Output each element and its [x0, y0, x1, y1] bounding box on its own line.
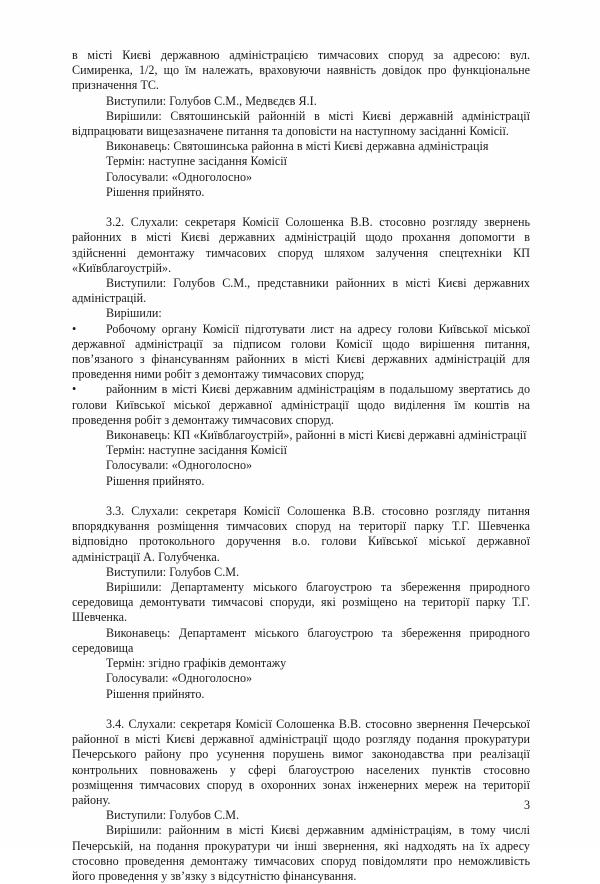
bullet-text: Робочому органу Комісії підготувати лист на адресу голови Київської міської державної адміністрації за підписом голови Комісії щодо вирішення питання, пов’язаного з фінансуванням районних в місті Києві державних адміністрацій для проведення ними робіт з демонтажу тимчасових споруд;: [72, 321, 530, 382]
section-gap: [72, 200, 530, 215]
paragraph-speakers-3-2: Виступили: Голубов С.М., представники районних в місті Києві державних адміністрацій.: [72, 276, 530, 306]
paragraph-executor-3-2: Виконавець: КП «Київблагоустрій», районні в місті Києві державні адміністрації: [106, 428, 527, 443]
paragraph-speakers-3-1: Виступили: Голубов С.М., Медвєдєв Я.І.: [106, 93, 317, 108]
paragraph-vote-3-1: Голосували: «Одноголосно»: [106, 169, 253, 184]
paragraph-executor-3-3: Виконавець: Департамент міського благоустрою та збереження природного середовища: [72, 625, 530, 655]
bullet-item-3-2-b: [72, 382, 530, 428]
paragraph-item-3-4-heard: 3.4. Слухали: секретаря Комісії Солошенка В.В. стосовно звернення Печерської районної в місті Києві державної адміністрації щодо розгляду подання прокуратури Печерського району про усунення порушень вимог законодавства при реалізації контрольних повноважень у сфері благоустрою населених пунктів стосовно розміщення тимчасових споруд в охоронних зонах інженерних мереж на території району.: [72, 716, 530, 807]
bullet-text: районним в місті Києві державним адміністраціям в подальшому звертатись до голови Київської міської державної адміністрації щодо виділення їм коштів на проведення робіт з демонтажу тимчасових споруд.: [72, 382, 530, 427]
paragraph-continuation: в місті Києві державною адміністрацією тимчасових споруд за адресою: вул. Симиренка, 1/2, що їм належать, враховуючи наявність довідок про функціональне призначення ТС.: [72, 48, 530, 93]
bullet-marker-icon: •: [72, 321, 77, 336]
paragraph-speakers-3-3: Виступили: Голубов С.М.: [106, 564, 240, 579]
paragraph-item-3-3-heard: 3.3. Слухали: секретаря Комісії Солошенка В.В. стосовно розгляду питання впорядкування розміщення тимчасових споруд на території парку Т.Г. Шевченка відповідно протокольного доручення в.о. голови Київської міської державної адміністрації А. Голубченка.: [72, 504, 530, 564]
paragraph-deadline-3-3: Термін: згідно графіків демонтажу: [106, 656, 287, 671]
page-number: 3: [523, 798, 530, 812]
document-body: [72, 48, 530, 884]
paragraph-resolution-3-2: Рішення прийнято.: [106, 473, 205, 488]
paragraph-executor-3-1: Виконавець: Святошинська районна в місті Києві державна адміністрація: [106, 139, 489, 154]
bullet-item-3-2-a: [72, 322, 530, 383]
paragraph-speakers-3-4: Виступили: Голубов С.М.: [106, 808, 240, 823]
section-gap: [72, 702, 530, 717]
section-gap: [72, 489, 530, 504]
paragraph-deadline-3-1: Термін: наступне засідання Комісії: [106, 154, 288, 169]
paragraph-item-3-2-heard: 3.2. Слухали: секретаря Комісії Солошенка В.В. стосовно розгляду звернень районних в місті Києві державних адміністрацій щодо прохання допомогти в здійсненні демонтажу тимчасових споруд шляхом залучення спецтехніки КП «Київблагоустрій».: [72, 215, 530, 275]
paragraph-decision-3-3: Вирішили: Департаменту міського благоустрою та збереження природного середовища демонтувати тимчасові споруди, які розміщено на території парку Т.Г. Шевченка.: [72, 580, 530, 625]
paragraph-decision-3-4: Вирішили: районним в місті Києві державним адміністраціям, в тому числі Печерській, на подання прокуратури чи інші звернення, які надходять на їх адресу стосовно проведення демонтажу тимчасових споруд повідомляти про неможливість його проведення у зв’язку з відсутністю фінансування.: [72, 823, 530, 883]
paragraph-decision-3-1: Вирішили: Святошинській районній в місті Києві державній адміністрації відпрацювати вищезазначене питання та доповісти на наступному засіданні Комісії.: [72, 108, 530, 139]
paragraph-vote-3-2: Голосували: «Одноголосно»: [106, 458, 253, 473]
paragraph-vote-3-3: Голосували: «Одноголосно»: [106, 671, 253, 686]
paragraph-resolution-3-1: Рішення прийнято.: [106, 184, 205, 199]
paragraph-resolution-3-3: Рішення прийнято.: [106, 686, 205, 701]
paragraph-deadline-3-2: Термін: наступне засідання Комісії: [106, 443, 288, 458]
paragraph-decided-label-3-2: Вирішили:: [106, 306, 162, 321]
bullet-marker-icon: •: [72, 382, 77, 397]
